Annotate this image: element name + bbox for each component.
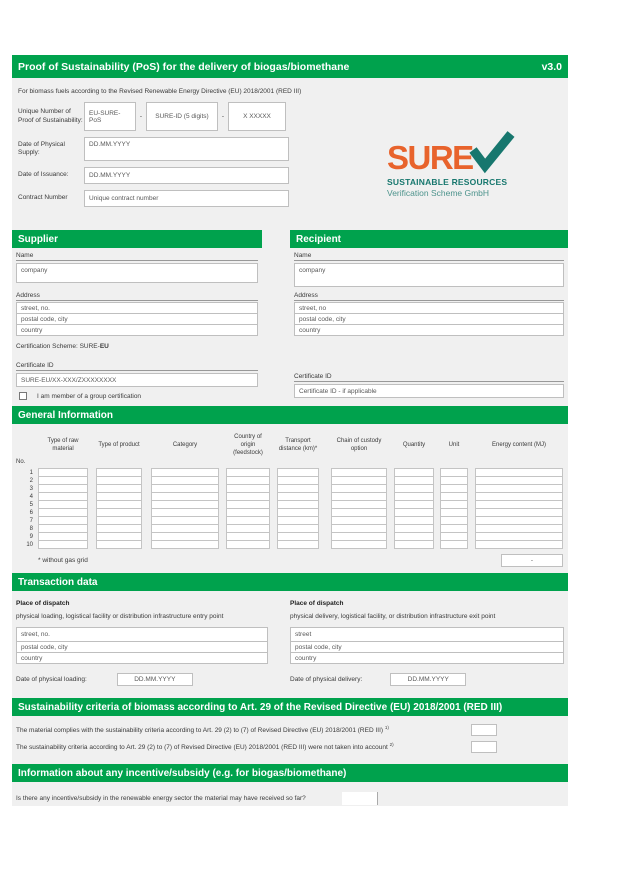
group-certification-row <box>16 392 258 400</box>
statement-1-ref: 1) <box>384 725 389 731</box>
unique-number-row <box>18 102 562 131</box>
delivery-subtitle: physical delivery, logistical facility, or distribution infrastructure exit point <box>290 613 496 620</box>
recipient-name-label: Name <box>294 252 564 261</box>
energy-total-field[interactable]: - <box>501 554 563 567</box>
recipient-postal-field[interactable]: postal code, city <box>294 313 564 325</box>
recipient-spacer <box>294 336 564 369</box>
recipient-street-field[interactable]: street, no <box>294 302 564 314</box>
col-header-category: Category <box>172 442 198 449</box>
sustainability-statement-row <box>12 724 568 736</box>
table-row <box>16 540 564 549</box>
group-certification-checkbox[interactable] <box>19 392 27 400</box>
row-number: 8 <box>29 525 33 532</box>
form-title: Proof of Sustainability (PoS) for the delivery of biogas/biomethane <box>18 60 350 73</box>
recipient-address-label: Address <box>294 292 564 301</box>
supplier-name-field[interactable]: company <box>16 263 258 283</box>
logo-line2: Verification Scheme GmbH <box>387 188 490 198</box>
loading-date-label: Date of physical loading: <box>16 676 87 683</box>
delivery-postal-field[interactable]: postal code, city <box>290 641 564 653</box>
unique-number-label: Unique Number of Proof of Sustainability: <box>18 108 83 124</box>
recipient-header <box>290 230 568 248</box>
row-number: 7 <box>29 517 33 524</box>
transaction-title: Transaction data <box>18 576 98 588</box>
table-cell[interactable] <box>151 540 219 549</box>
supplier-street-field[interactable]: street, no. <box>16 302 258 314</box>
delivery-street-field[interactable]: street <box>290 627 564 642</box>
unique-number-suffix-field[interactable]: X XXXXX <box>228 102 286 131</box>
row-number: 1 <box>29 469 33 476</box>
unique-number-prefix-field[interactable]: EU-SURE-PoS <box>84 102 136 131</box>
intro-text: For biomass fuels according to the Revised Renewable Energy Directive (EU) 2018/2001 (RED III) <box>18 88 302 95</box>
general-info-rows <box>16 468 564 549</box>
dispatch-title: Place of dispatch <box>16 600 70 607</box>
delivery-date-label: Date of physical delivery: <box>290 676 363 683</box>
row-number: 10 <box>26 541 33 548</box>
col-header-country: Country of origin (feedstock) <box>233 434 263 456</box>
supplier-address-label: Address <box>16 292 258 301</box>
loading-date-field[interactable]: DD.MM.YYYY <box>117 673 193 686</box>
sure-id-field[interactable]: SURE-ID (5 digits) <box>146 102 218 131</box>
dispatch-postal-field[interactable]: postal code, city <box>16 641 268 653</box>
sustainability-statement-row <box>12 741 568 753</box>
statement-1-text: The material complies with the sustainability criteria according to Art. 29 (2) to (7) of Revised Directive (EU) 2018/2001 (RED III) $^{1)}$ <box>16 725 389 735</box>
supplier-country-field[interactable]: country <box>16 324 258 336</box>
cert-scheme-prefix: Certification Scheme: SURE- <box>16 343 100 350</box>
recipient-cert-id-label: Certificate ID <box>294 373 564 382</box>
col-header-energy: Energy content (MJ) <box>491 442 547 449</box>
date-supply-field[interactable]: DD.MM.YYYY <box>84 137 289 161</box>
row-number: 5 <box>29 501 33 508</box>
col-header-raw-material: Type of raw material <box>47 438 79 452</box>
general-info-header <box>12 406 568 424</box>
dispatch-subtitle: physical loading, logistical facility or distribution infrastructure entry point <box>16 613 224 620</box>
parties-section <box>12 230 568 400</box>
incentive-header <box>12 764 568 782</box>
supplier-header <box>12 230 262 248</box>
table-cell[interactable] <box>475 540 563 549</box>
general-info-table <box>12 424 568 567</box>
table-cell[interactable] <box>440 540 468 549</box>
supplier-cert-id-field[interactable]: SURE-EU/XX-XXX/ZXXXXXXXX <box>16 373 258 387</box>
delivery-country-field[interactable]: country <box>290 652 564 664</box>
incentive-answer-field[interactable] <box>342 792 378 805</box>
general-info-footer <box>16 554 564 567</box>
statement-1-checkbox-field[interactable] <box>471 724 497 736</box>
checkmark-icon <box>469 130 515 176</box>
statement-2-checkbox-field[interactable] <box>471 741 497 753</box>
statement-2-text: The sustainability criteria according to Art. 29 (2) to (7) of Revised Directive (EU) 2018/2001 (RED III) were not taken into account $^{2)}$ <box>16 742 394 752</box>
date-issuance-label: Date of Issuance: <box>18 171 69 179</box>
col-header-unit: Unit <box>448 442 460 449</box>
dispatch-country-field[interactable]: country <box>16 652 268 664</box>
table-cell[interactable] <box>226 540 270 549</box>
dispatch-street-field[interactable]: street, no. <box>16 627 268 642</box>
delivery-column <box>290 596 564 686</box>
recipient-title: Recipient <box>296 233 342 245</box>
incentive-question-row <box>12 792 568 805</box>
table-cell[interactable] <box>331 540 387 549</box>
col-header-product: Type of product <box>98 442 140 449</box>
contract-field[interactable]: Unique contract number <box>84 190 289 207</box>
pos-form <box>12 55 568 806</box>
gas-grid-footnote: * without gas grid <box>38 557 88 564</box>
supplier-name-label: Name <box>16 252 258 261</box>
incentive-question: Is there any incentive/subsidy in the renewable energy sector the material may have received so far? <box>16 795 306 802</box>
row-number: 3 <box>29 485 33 492</box>
sustainability-title: Sustainability criteria of biomass according to Art. 29 of the Revised Directive (EU) 2018/2001 (RED III) <box>18 701 503 713</box>
form-title-bar <box>12 55 568 78</box>
form-version: v3.0 <box>541 60 562 73</box>
certification-scheme-line <box>16 343 258 350</box>
delivery-title: Place of dispatch <box>290 600 344 607</box>
separator: - <box>221 113 225 120</box>
recipient-country-field[interactable]: country <box>294 324 564 336</box>
row-number: 9 <box>29 533 33 540</box>
row-number: 4 <box>29 493 33 500</box>
recipient-name-field[interactable]: company <box>294 263 564 287</box>
table-cell[interactable] <box>96 540 142 549</box>
recipient-section <box>290 230 568 400</box>
transaction-body <box>12 596 568 686</box>
row-number: 6 <box>29 509 33 516</box>
cert-scheme-eu: EU <box>99 343 109 350</box>
header-fields <box>18 102 562 220</box>
col-header-custody: Chain of custody option <box>336 438 382 452</box>
supplier-title: Supplier <box>18 233 59 245</box>
group-certification-label: I am member of a group certification <box>37 392 142 400</box>
incentive-title: Information about any incentive/subsidy (e.g. for biogas/biomethane) <box>18 767 347 779</box>
transaction-header <box>12 573 568 591</box>
table-cell[interactable] <box>277 540 319 549</box>
contract-label: Contract Number <box>18 194 68 202</box>
statement-2-ref: 2) <box>389 742 394 748</box>
table-cell[interactable] <box>394 540 434 549</box>
date-issuance-field[interactable]: DD.MM.YYYY <box>84 167 289 184</box>
general-info-title: General Information <box>18 409 114 421</box>
separator: - <box>139 113 143 120</box>
col-header-quantity: Quantity <box>402 442 426 449</box>
delivery-date-field[interactable]: DD.MM.YYYY <box>390 673 466 686</box>
supplier-postal-field[interactable]: postal code, city <box>16 313 258 325</box>
supplier-cert-id-label: Certificate ID <box>16 362 258 371</box>
col-header-no: No. <box>16 459 26 466</box>
table-cell[interactable] <box>38 540 88 549</box>
sure-logo <box>387 139 552 198</box>
sure-wordmark: SURE <box>387 139 473 176</box>
sustainability-header <box>12 698 568 716</box>
supplier-section <box>12 230 262 400</box>
recipient-cert-id-field[interactable]: Certificate ID - if applicable <box>294 384 564 398</box>
row-number: 2 <box>29 477 33 484</box>
date-supply-label: Date of Physical Supply: <box>18 140 65 156</box>
logo-line1: SUSTAINABLE RESOURCES <box>387 177 508 187</box>
dispatch-column <box>16 596 268 686</box>
general-info-column-headers <box>16 424 564 468</box>
parties-gap <box>262 230 290 400</box>
col-header-transport: Transport distance (km)* <box>278 438 318 452</box>
